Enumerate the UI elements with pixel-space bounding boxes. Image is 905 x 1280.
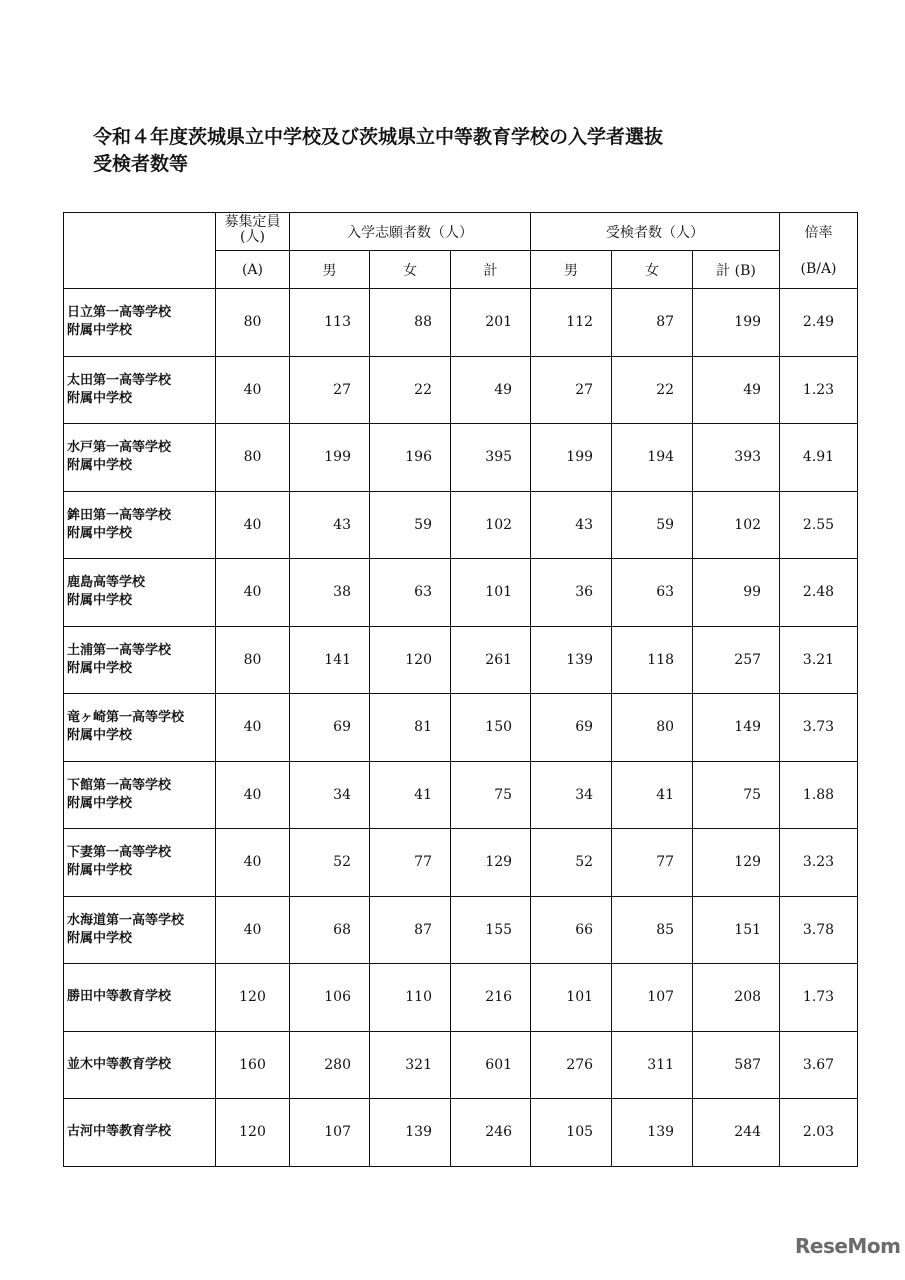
applicants-male-cell: 52 bbox=[290, 829, 370, 897]
school-name bbox=[64, 356, 216, 424]
table-row bbox=[64, 964, 858, 1032]
examinees-female-header: 女 bbox=[612, 251, 693, 289]
applicants-male-cell: 27 bbox=[290, 356, 370, 424]
school-name-line-1: 並木中等教育学校 bbox=[67, 1056, 172, 1072]
school-name bbox=[64, 761, 216, 829]
capacity-cell: 40 bbox=[216, 829, 290, 897]
table-row bbox=[64, 356, 858, 424]
applicants-male-cell: 106 bbox=[290, 964, 370, 1032]
school-name bbox=[64, 694, 216, 762]
school-name bbox=[64, 559, 216, 627]
school-name-line-1: 水戸第一高等学校 bbox=[67, 440, 172, 456]
examinees-female-cell: 118 bbox=[612, 626, 693, 694]
capacity-cell: 80 bbox=[216, 626, 290, 694]
capacity-cell: 120 bbox=[216, 1099, 290, 1167]
capacity-cell: 40 bbox=[216, 896, 290, 964]
examinees-total-header: 計 (B) bbox=[693, 251, 780, 289]
examinees-total-cell: 208 bbox=[693, 964, 780, 1032]
table-row bbox=[64, 491, 858, 559]
ratio-header: 倍率 bbox=[780, 213, 858, 251]
school-name bbox=[64, 424, 216, 492]
school-name bbox=[64, 964, 216, 1032]
applicants-male-cell: 69 bbox=[290, 694, 370, 762]
examinees-female-cell: 194 bbox=[612, 424, 693, 492]
school-name-line-1: 古河中等教育学校 bbox=[67, 1124, 172, 1140]
examinees-male-header: 男 bbox=[531, 251, 612, 289]
ratio-cell: 4.91 bbox=[780, 424, 858, 492]
examinees-male-cell: 199 bbox=[531, 424, 612, 492]
applicants-female-cell: 139 bbox=[370, 1099, 451, 1167]
examinees-female-cell: 311 bbox=[612, 1031, 693, 1099]
examinees-total-cell: 75 bbox=[693, 761, 780, 829]
capacity-cell: 80 bbox=[216, 289, 290, 357]
applicants-female-header: 女 bbox=[370, 251, 451, 289]
capacity-sub-header: (A) bbox=[216, 251, 290, 289]
applicants-male-cell: 113 bbox=[290, 289, 370, 357]
examinees-male-cell: 52 bbox=[531, 829, 612, 897]
applicants-male-cell: 43 bbox=[290, 491, 370, 559]
examinees-total-cell: 49 bbox=[693, 356, 780, 424]
school-name-line-2: 附属中学校 bbox=[67, 458, 133, 474]
title-line-2: 受検者数等 bbox=[93, 153, 189, 175]
resemom-watermark-logo: ReseMom bbox=[795, 1234, 901, 1258]
ratio-sub-header: (B/A) bbox=[780, 251, 858, 289]
applicants-total-cell: 49 bbox=[451, 356, 531, 424]
examinees-total-cell: 129 bbox=[693, 829, 780, 897]
capacity-cell: 160 bbox=[216, 1031, 290, 1099]
examinees-male-cell: 139 bbox=[531, 626, 612, 694]
school-name-line-1: 下妻第一高等学校 bbox=[67, 845, 172, 861]
school-name bbox=[64, 1031, 216, 1099]
document-title bbox=[93, 124, 663, 178]
ratio-cell: 3.21 bbox=[780, 626, 858, 694]
examinees-total-cell: 257 bbox=[693, 626, 780, 694]
capacity-cell: 40 bbox=[216, 356, 290, 424]
school-name-line-2: 附属中学校 bbox=[67, 525, 133, 541]
school-name-line-2: 附属中学校 bbox=[67, 728, 133, 744]
applicants-female-cell: 41 bbox=[370, 761, 451, 829]
ratio-cell: 3.23 bbox=[780, 829, 858, 897]
applicants-male-cell: 34 bbox=[290, 761, 370, 829]
table-row bbox=[64, 896, 858, 964]
examinees-male-cell: 43 bbox=[531, 491, 612, 559]
ratio-cell: 2.55 bbox=[780, 491, 858, 559]
examinees-total-cell: 99 bbox=[693, 559, 780, 627]
applicants-female-cell: 120 bbox=[370, 626, 451, 694]
school-name-line-2: 附属中学校 bbox=[67, 930, 133, 946]
applicants-female-cell: 321 bbox=[370, 1031, 451, 1099]
applicants-total-cell: 246 bbox=[451, 1099, 531, 1167]
examinees-female-cell: 63 bbox=[612, 559, 693, 627]
examinees-total-cell: 587 bbox=[693, 1031, 780, 1099]
examinees-total-cell: 244 bbox=[693, 1099, 780, 1167]
examinees-total-cell: 102 bbox=[693, 491, 780, 559]
applicants-male-cell: 68 bbox=[290, 896, 370, 964]
school-header-blank bbox=[64, 213, 216, 289]
examinees-female-cell: 139 bbox=[612, 1099, 693, 1167]
applicants-male-cell: 141 bbox=[290, 626, 370, 694]
applicants-female-cell: 63 bbox=[370, 559, 451, 627]
capacity-header: 募集定員 (人) bbox=[216, 213, 290, 251]
table-row bbox=[64, 626, 858, 694]
school-name bbox=[64, 829, 216, 897]
applicants-female-cell: 88 bbox=[370, 289, 451, 357]
school-name-line-1: 鹿島高等学校 bbox=[67, 575, 146, 591]
table-row bbox=[64, 289, 858, 357]
examinees-female-cell: 77 bbox=[612, 829, 693, 897]
capacity-cell: 80 bbox=[216, 424, 290, 492]
capacity-cell: 40 bbox=[216, 694, 290, 762]
examinees-male-cell: 36 bbox=[531, 559, 612, 627]
applicants-female-cell: 87 bbox=[370, 896, 451, 964]
applicants-total-cell: 601 bbox=[451, 1031, 531, 1099]
examinees-male-cell: 27 bbox=[531, 356, 612, 424]
school-name bbox=[64, 1099, 216, 1167]
examinee-table bbox=[63, 212, 858, 1167]
applicants-total-cell: 261 bbox=[451, 626, 531, 694]
applicants-total-cell: 395 bbox=[451, 424, 531, 492]
examinees-male-cell: 101 bbox=[531, 964, 612, 1032]
ratio-cell: 3.73 bbox=[780, 694, 858, 762]
ratio-cell: 3.67 bbox=[780, 1031, 858, 1099]
applicants-female-cell: 22 bbox=[370, 356, 451, 424]
applicants-total-cell: 216 bbox=[451, 964, 531, 1032]
school-name-line-2: 附属中学校 bbox=[67, 323, 133, 339]
examinees-male-cell: 34 bbox=[531, 761, 612, 829]
examinees-male-cell: 105 bbox=[531, 1099, 612, 1167]
applicants-female-cell: 59 bbox=[370, 491, 451, 559]
table-row bbox=[64, 1099, 858, 1167]
applicants-total-cell: 201 bbox=[451, 289, 531, 357]
applicants-female-cell: 77 bbox=[370, 829, 451, 897]
table-row bbox=[64, 424, 858, 492]
applicants-header: 入学志願者数（人） bbox=[290, 213, 531, 251]
capacity-cell: 40 bbox=[216, 761, 290, 829]
school-name bbox=[64, 896, 216, 964]
school-name bbox=[64, 289, 216, 357]
examinees-male-cell: 66 bbox=[531, 896, 612, 964]
ratio-cell: 1.73 bbox=[780, 964, 858, 1032]
applicants-male-cell: 199 bbox=[290, 424, 370, 492]
table-row bbox=[64, 829, 858, 897]
applicants-male-cell: 38 bbox=[290, 559, 370, 627]
applicants-total-cell: 102 bbox=[451, 491, 531, 559]
examinees-male-cell: 112 bbox=[531, 289, 612, 357]
examinees-total-cell: 149 bbox=[693, 694, 780, 762]
examinees-total-cell: 199 bbox=[693, 289, 780, 357]
school-name-line-1: 水海道第一高等学校 bbox=[67, 912, 185, 928]
examinees-female-cell: 22 bbox=[612, 356, 693, 424]
examinees-female-cell: 107 bbox=[612, 964, 693, 1032]
examinees-total-cell: 393 bbox=[693, 424, 780, 492]
school-name-line-2: 附属中学校 bbox=[67, 593, 133, 609]
ratio-cell: 2.03 bbox=[780, 1099, 858, 1167]
ratio-cell: 1.88 bbox=[780, 761, 858, 829]
table-row bbox=[64, 1031, 858, 1099]
school-name-line-1: 日立第一高等学校 bbox=[67, 305, 172, 321]
school-name-line-1: 下館第一高等学校 bbox=[67, 777, 172, 793]
ratio-cell: 2.48 bbox=[780, 559, 858, 627]
school-name-line-1: 竜ヶ崎第一高等学校 bbox=[67, 710, 185, 726]
school-name bbox=[64, 491, 216, 559]
school-name-line-1: 鉾田第一高等学校 bbox=[67, 507, 172, 523]
applicants-female-cell: 81 bbox=[370, 694, 451, 762]
applicants-total-header: 計 bbox=[451, 251, 531, 289]
examinees-female-cell: 85 bbox=[612, 896, 693, 964]
school-name-line-1: 土浦第一高等学校 bbox=[67, 642, 172, 658]
school-name-line-2: 附属中学校 bbox=[67, 390, 133, 406]
examinees-total-cell: 151 bbox=[693, 896, 780, 964]
applicants-total-cell: 150 bbox=[451, 694, 531, 762]
applicants-female-cell: 110 bbox=[370, 964, 451, 1032]
school-name-line-1: 太田第一高等学校 bbox=[67, 372, 172, 388]
applicants-female-cell: 196 bbox=[370, 424, 451, 492]
school-name-line-2: 附属中学校 bbox=[67, 795, 133, 811]
applicants-male-cell: 107 bbox=[290, 1099, 370, 1167]
examinees-female-cell: 87 bbox=[612, 289, 693, 357]
table-row bbox=[64, 761, 858, 829]
applicants-male-header: 男 bbox=[290, 251, 370, 289]
examinees-female-cell: 80 bbox=[612, 694, 693, 762]
applicants-total-cell: 129 bbox=[451, 829, 531, 897]
examinees-header: 受検者数（人） bbox=[531, 213, 780, 251]
capacity-cell: 40 bbox=[216, 491, 290, 559]
applicants-total-cell: 101 bbox=[451, 559, 531, 627]
applicants-total-cell: 75 bbox=[451, 761, 531, 829]
school-name-line-2: 附属中学校 bbox=[67, 863, 133, 879]
school-name bbox=[64, 626, 216, 694]
examinees-female-cell: 41 bbox=[612, 761, 693, 829]
school-name-line-1: 勝田中等教育学校 bbox=[67, 989, 172, 1005]
applicants-total-cell: 155 bbox=[451, 896, 531, 964]
capacity-cell: 120 bbox=[216, 964, 290, 1032]
examinees-male-cell: 276 bbox=[531, 1031, 612, 1099]
table-row bbox=[64, 694, 858, 762]
title-line-1: 令和４年度茨城県立中学校及び茨城県立中等教育学校の入学者選抜 bbox=[93, 126, 664, 148]
applicants-male-cell: 280 bbox=[290, 1031, 370, 1099]
table-row bbox=[64, 559, 858, 627]
examinees-female-cell: 59 bbox=[612, 491, 693, 559]
ratio-cell: 1.23 bbox=[780, 356, 858, 424]
ratio-cell: 2.49 bbox=[780, 289, 858, 357]
school-name-line-2: 附属中学校 bbox=[67, 660, 133, 676]
capacity-cell: 40 bbox=[216, 559, 290, 627]
examinees-male-cell: 69 bbox=[531, 694, 612, 762]
ratio-cell: 3.78 bbox=[780, 896, 858, 964]
